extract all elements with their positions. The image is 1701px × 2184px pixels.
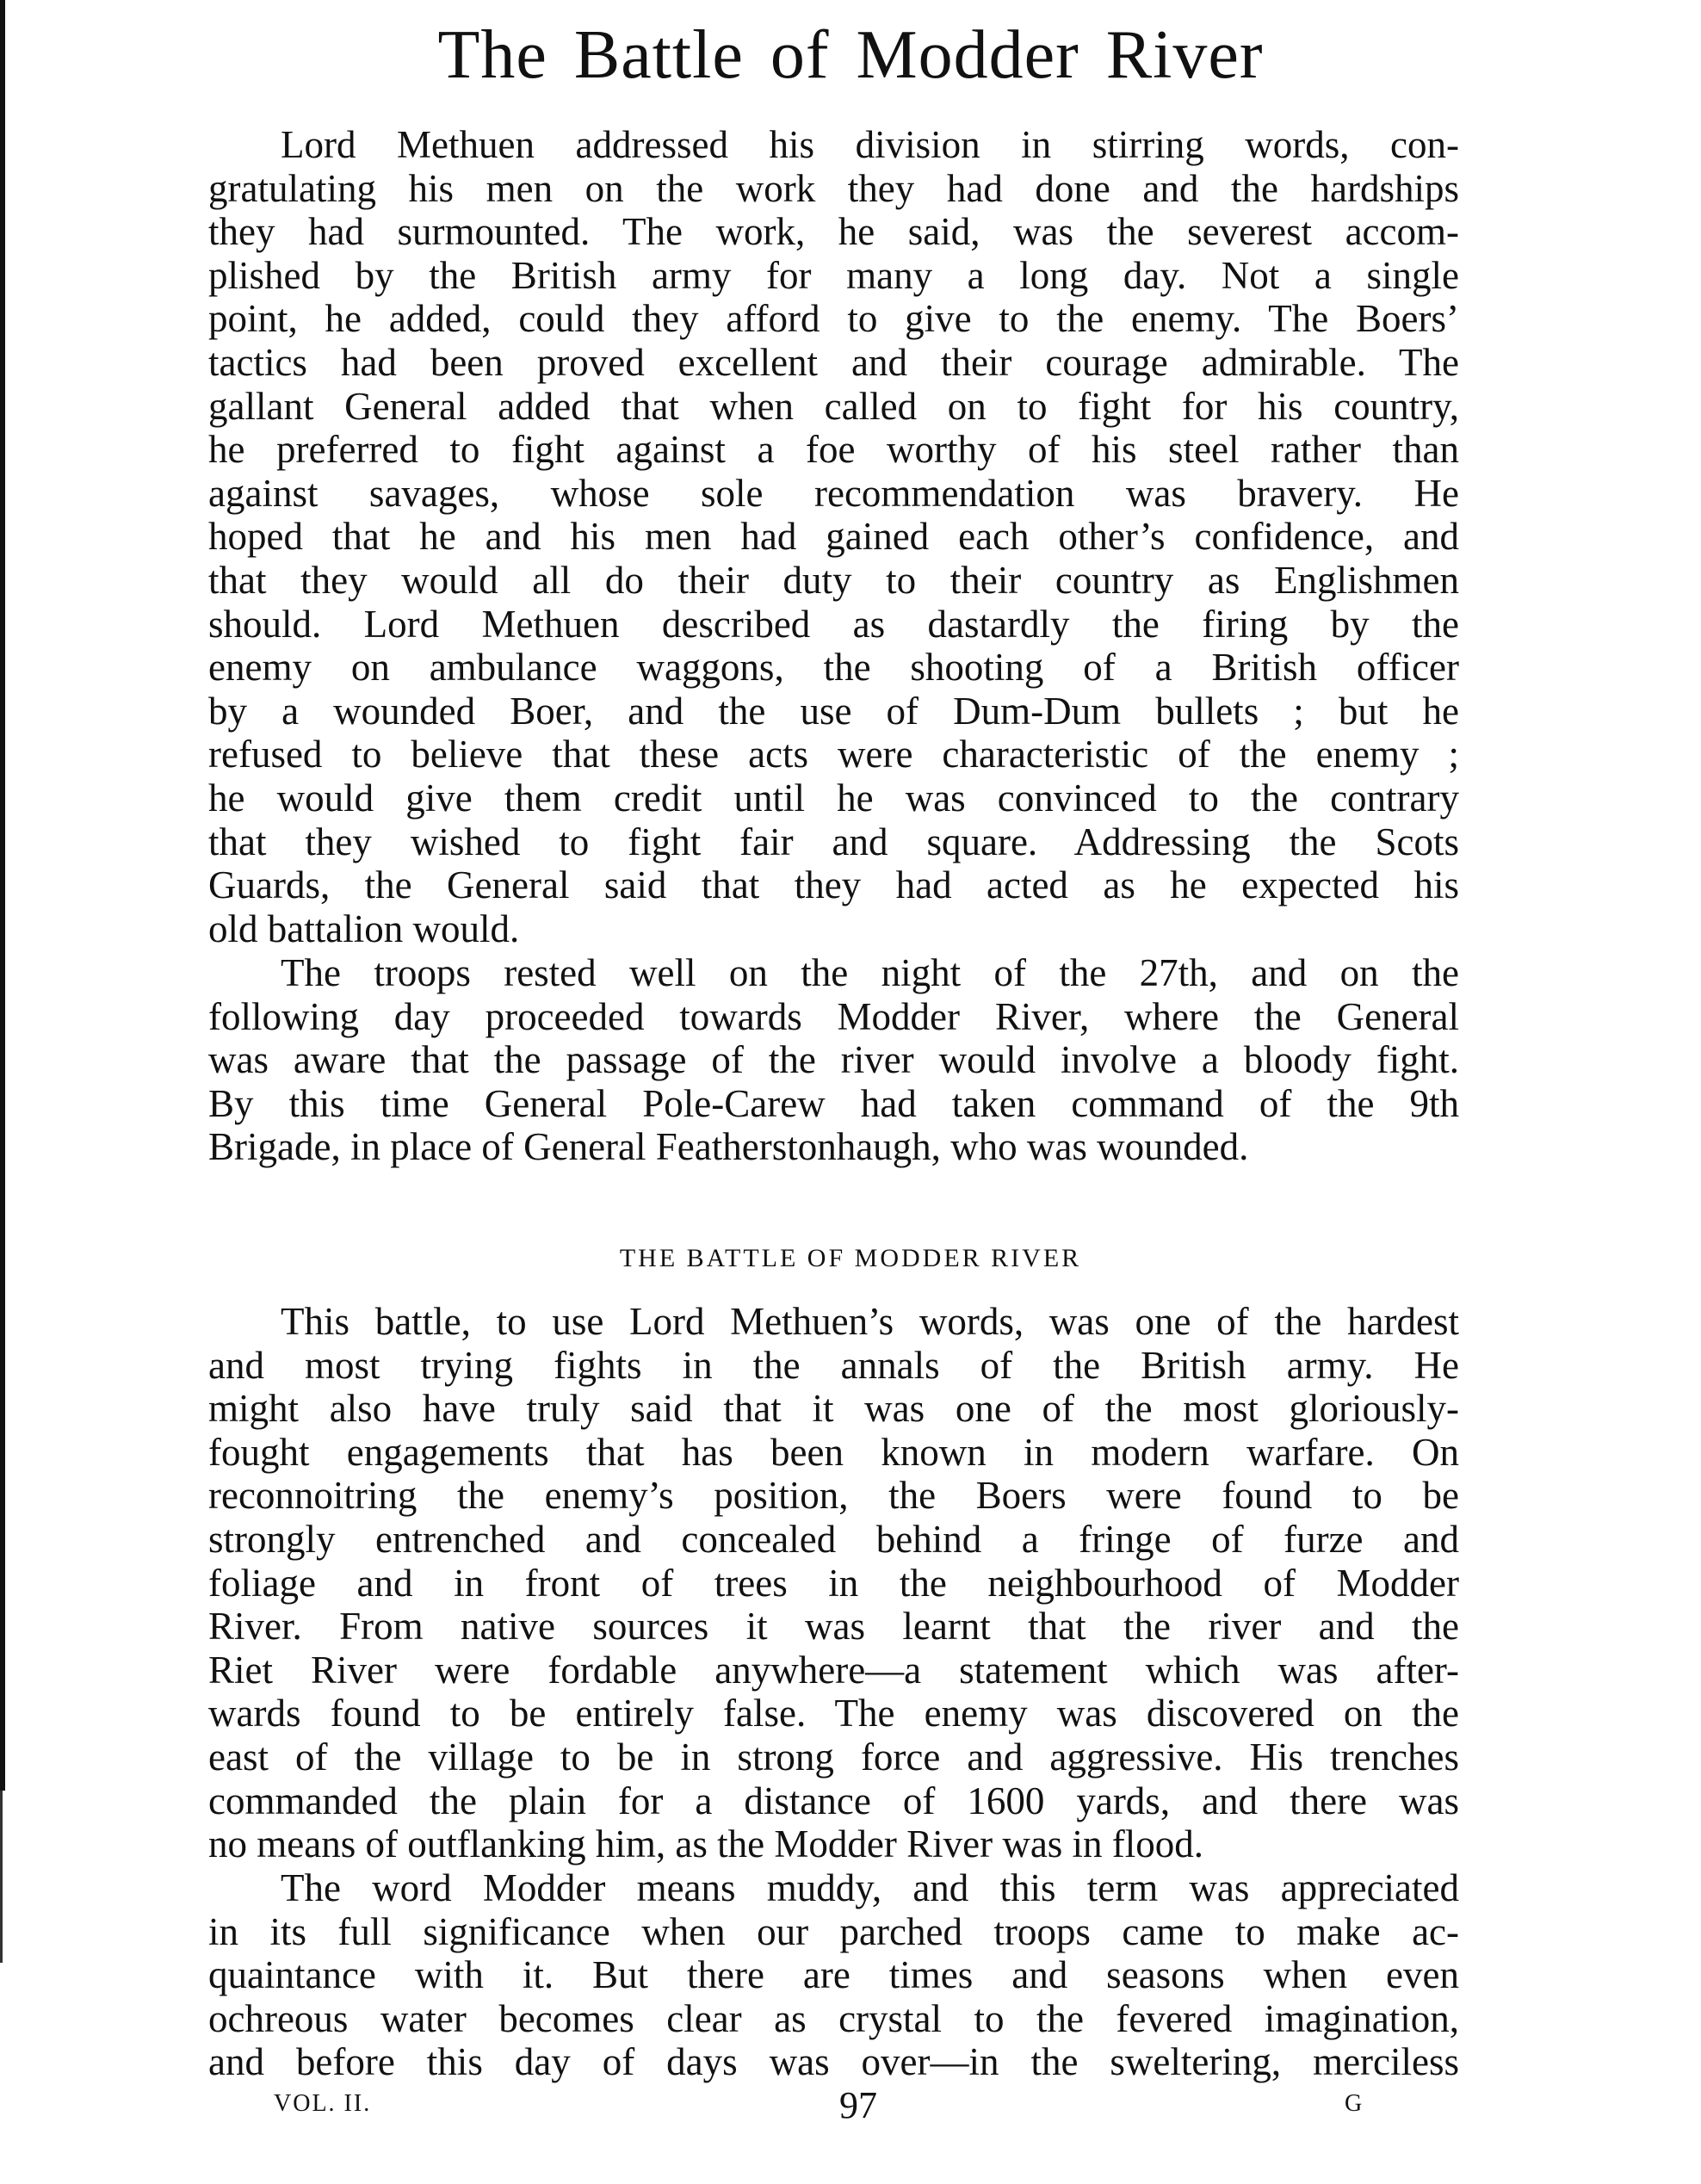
- section-heading: THE BATTLE OF MODDER RIVER: [619, 1244, 1082, 1272]
- volume-label: VOL. II.: [274, 2090, 372, 2117]
- text-line: This battle, to use Lord Methuen’s words, was one of the hardest: [281, 1300, 1459, 1343]
- text-line: commanded the plain for a distance of 1600 yards, and there was: [208, 1779, 1459, 1822]
- text-line: reconnoitring the enemy’s position, the Boers were found to be: [208, 1474, 1459, 1518]
- text-line: that they would all do their duty to their country as Englishmen: [208, 558, 1459, 602]
- text-line: The word Modder means muddy, and this term was appreciated: [281, 1866, 1459, 1909]
- text-line: foliage and in front of trees in the neighbourhood of Modder: [208, 1561, 1459, 1605]
- text-line: Guards, the General said that they had acted as he expected his: [208, 863, 1459, 907]
- text-line: fought engagements that has been known in modern warfare. On: [208, 1430, 1459, 1474]
- text-line: east of the village to be in strong force and aggressive. His trenches: [208, 1735, 1459, 1779]
- paragraph: [208, 1300, 1459, 1866]
- text-line: and most trying fights in the annals of the British army. He: [208, 1343, 1459, 1387]
- text-line: ochreous water becomes clear as crystal to the fevered imagination,: [208, 1996, 1459, 2040]
- text-line: in its full significance when our parched troops came to make ac-: [208, 1909, 1459, 1953]
- text-line: strongly entrenched and concealed behind a fringe of furze and: [208, 1517, 1459, 1561]
- text-line: refused to believe that these acts were characteristic of the enemy ;: [208, 733, 1459, 776]
- text-line: by a wounded Boer, and the use of Dum-Dum bullets ; but he: [208, 689, 1459, 733]
- text-line: might also have truly said that it was one of the most gloriously-: [208, 1387, 1459, 1431]
- text-line: Lord Methuen addressed his division in stirring words, con-: [281, 123, 1459, 166]
- scan-edge: [0, 0, 5, 1791]
- paragraph: [208, 123, 1459, 950]
- text-line: he preferred to fight against a foe worthy of his steel rather than: [208, 428, 1459, 472]
- page-number: 97: [839, 2084, 877, 2126]
- scan-edge: [0, 1791, 3, 1963]
- text-line: no means of outflanking him, as the Modder River was in flood.: [208, 1822, 1204, 1866]
- text-line: gallant General added that when called on to fight for his country,: [208, 384, 1459, 428]
- text-line: following day proceeded towards Modder River, where the General: [208, 994, 1459, 1038]
- text-line: Brigade, in place of General Featherstonhaugh, who was wounded.: [208, 1125, 1249, 1169]
- text-line: and before this day of days was over—in the sweltering, merciless: [208, 2040, 1459, 2084]
- text-line: Riet River were fordable anywhere—a statement which was after-: [208, 1648, 1459, 1692]
- signature-mark: G: [1345, 2090, 1363, 2117]
- text-line: was aware that the passage of the river would involve a bloody fight.: [208, 1038, 1459, 1082]
- page-title: The Battle of Modder River: [437, 17, 1264, 93]
- text-line: that they wished to fight fair and square. Addressing the Scots: [208, 820, 1459, 863]
- text-line: they had surmounted. The work, he said, was the severest accom-: [208, 210, 1459, 254]
- paragraph: [208, 951, 1459, 1169]
- text-line: should. Lord Methuen described as dastardly the firing by the: [208, 602, 1459, 646]
- text-line: he would give them credit until he was convinced to the contrary: [208, 776, 1459, 820]
- text-line: wards found to be entirely false. The enemy was discovered on the: [208, 1692, 1459, 1735]
- text-line: point, he added, could they afford to give to the enemy. The Boers’: [208, 297, 1459, 341]
- text-line: plished by the British army for many a long day. Not a single: [208, 253, 1459, 297]
- text-line: The troops rested well on the night of the 27th, and on the: [281, 951, 1459, 994]
- text-line: gratulating his men on the work they had done and the hardships: [208, 166, 1459, 210]
- text-line: quaintance with it. But there are times and seasons when even: [208, 1953, 1459, 1997]
- text-line: River. From native sources it was learnt that the river and the: [208, 1605, 1459, 1649]
- text-line: hoped that he and his men had gained each other’s confidence, and: [208, 515, 1459, 559]
- text-line: old battalion would.: [208, 906, 520, 950]
- text-line: tactics had been proved excellent and their courage admirable. The: [208, 340, 1459, 384]
- paragraph: [208, 1866, 1459, 2084]
- text-line: enemy on ambulance waggons, the shooting of a British officer: [208, 646, 1459, 690]
- text-line: against savages, whose sole recommendation was bravery. He: [208, 471, 1459, 515]
- text-line: By this time General Pole-Carew had taken command of the 9th: [208, 1081, 1459, 1125]
